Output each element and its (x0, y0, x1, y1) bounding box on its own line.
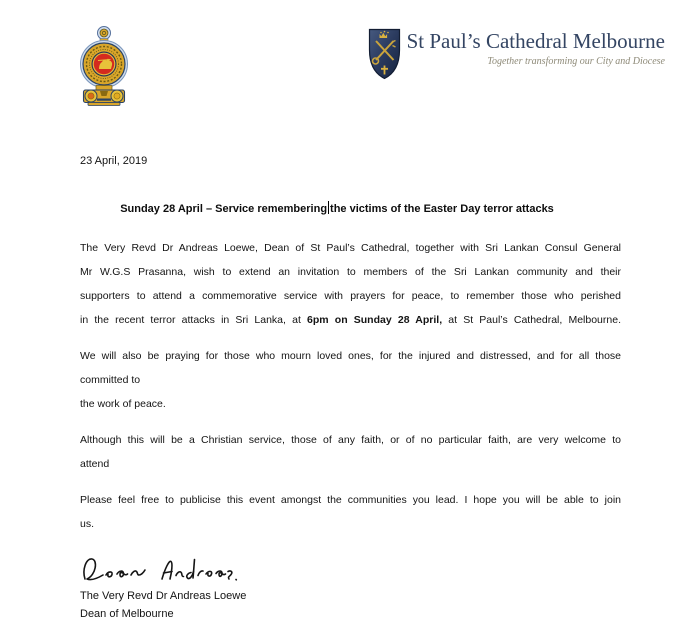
paragraph-welcome[interactable] (80, 428, 621, 476)
org-title: St Paul’s Cathedral Melbourne (406, 29, 665, 53)
cathedral-shield-icon (368, 28, 401, 80)
text-line[interactable]: committed to (80, 374, 141, 386)
text-line[interactable]: the work of peace. (80, 398, 166, 410)
text-line[interactable]: Please feel free to publicise this event amongst the communities you lead. I hope you will be able to join (80, 494, 621, 506)
heading-text-after-caret: the victims of the Easter Day terror attacks (330, 203, 554, 215)
cathedral-logo (368, 28, 665, 80)
event-time-bold: 6pm on Sunday 28 April, (307, 314, 443, 326)
text-line[interactable]: The Very Revd Dr Andreas Loewe, Dean of St Paul’s Cathedral, together with Sri Lankan Consul General (80, 242, 621, 254)
text-line[interactable]: Although this will be a Christian service, those of any faith, or of no particular faith, are very welcome to (80, 434, 621, 446)
text-caret (328, 201, 329, 214)
text-segment: in the recent terror attacks in Sri Lanka, at (80, 314, 308, 326)
text-line[interactable]: supporters to attend a commemorative service with prayers for peace, to remember those who perished (80, 290, 621, 302)
org-tagline: Together transforming our City and Diocese (487, 56, 665, 67)
paragraph-invitation[interactable] (80, 236, 621, 332)
text-line[interactable] (80, 308, 621, 332)
heading-text-before-caret: Sunday 28 April – Service remembering (120, 203, 328, 215)
text-line[interactable]: attend (80, 458, 110, 470)
text-line[interactable]: us. (80, 518, 95, 530)
handwritten-signature (78, 550, 240, 590)
sri-lanka-emblem-icon (80, 24, 128, 106)
sender-role[interactable]: Dean of Melbourne (80, 608, 174, 620)
letter-heading[interactable] (0, 201, 674, 215)
text-segment: at St Paul’s Cathedral, Melbourne. (442, 314, 621, 326)
text-line[interactable]: Mr W.G.S Prasanna, wish to extend an invitation to members of the Sri Lankan community and their (80, 266, 621, 278)
paragraph-publicise[interactable] (80, 488, 621, 536)
letter-body[interactable] (80, 236, 621, 548)
paragraph-praying[interactable] (80, 344, 621, 416)
text-line[interactable]: We will also be praying for those who mourn loved ones, for the injured and distressed, and for all those (80, 350, 621, 362)
sender-name[interactable]: The Very Revd Dr Andreas Loewe (80, 590, 247, 602)
letter-date[interactable]: 23 April, 2019 (80, 155, 148, 167)
